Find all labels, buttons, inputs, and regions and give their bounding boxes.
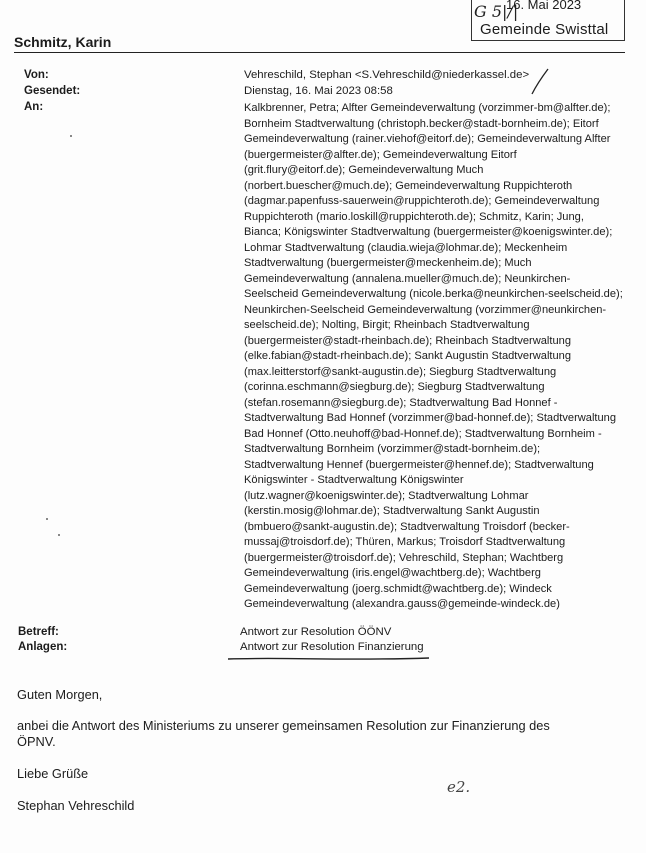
recipient-line: Stadtverwaltung Hennef (buergermeister@hennef.de); Stadtverwaltung	[244, 458, 594, 471]
recipient-line: (bmbuero@sankt-augustin.de); Stadtverwaltung Troisdorf (becker-	[244, 520, 570, 533]
recipient-list	[244, 101, 636, 613]
recipient-line: Ruppichteroth (mario.loskill@ruppichteroth.de); Schmitz, Karin; Jung,	[244, 210, 584, 223]
body-line-1: anbei die Antwort des Ministeriums zu unserer gemeinsamen Resolution zur Finanzierung des	[17, 718, 550, 733]
recipient-line: (buergermeister@alfter.de); Gemeindeverwaltung Eitorf	[244, 148, 517, 161]
handwritten-annotation: e2.	[447, 778, 471, 796]
recipient-line: Bornheim Stadtverwaltung (christoph.becker@stadt-bornheim.de); Eitorf	[244, 117, 599, 130]
handwritten-tick-mark	[530, 68, 550, 96]
received-stamp	[471, 0, 625, 41]
recipient-line: (lutz.wagner@koenigswinter.de); Stadtverwaltung Lohmar	[244, 489, 529, 502]
closing: Liebe Grüße	[17, 766, 89, 781]
recipient-line: Neunkirchen-Seelscheid Gemeindeverwaltung (vorzimmer@neunkirchen-	[244, 303, 607, 316]
mailbox-owner: Schmitz, Karin	[14, 34, 112, 50]
recipient-line: Gemeindeverwaltung (iris.engel@wachtberg.de); Wachtberg	[244, 567, 541, 579]
recipient-line: Gemeindeverwaltung (alexandra.gauss@gemeinde-windeck.de)	[244, 598, 560, 610]
subject-label: Betreff:	[18, 626, 59, 638]
from-value: Vehreschild, Stephan <S.Vehreschild@niederkassel.de>	[244, 69, 530, 81]
recipient-line: (kerstin.mosig@lohmar.de); Stadtverwaltung Sankt Augustin	[244, 505, 540, 517]
recipient-line: (norbert.buescher@much.de); Gemeindeverwaltung Ruppichteroth	[244, 179, 573, 192]
to-label: An:	[24, 101, 44, 113]
recipient-line: Gemeindeverwaltung (joerg.schmidt@wachtberg.de); Windeck	[244, 582, 552, 595]
scan-speck	[46, 518, 48, 520]
handwritten-underline	[226, 656, 431, 662]
attachment-link[interactable]: Antwort zur Resolution Finanzierung	[240, 641, 424, 653]
recipient-line: (corinna.eschmann@siegburg.de); Siegburg Stadtverwaltung	[244, 381, 545, 393]
recipient-line: (buergermeister@troisdorf.de); Vehreschild, Stephan; Wachtberg	[244, 551, 564, 564]
recipient-line: seelscheid.de); Nolting, Birgit; Rheinbach Stadtverwaltung	[244, 319, 530, 331]
signature: Stephan Vehreschild	[17, 798, 135, 813]
sent-label: Gesendet:	[24, 85, 81, 97]
recipient-line: Gemeindeverwaltung (rainer.viehof@eitorf.de); Gemeindeverwaltung Alfter	[244, 133, 611, 145]
stamp-date: 16. Mai 2023	[506, 0, 582, 12]
sent-value: Dienstag, 16. Mai 2023 08:58	[244, 85, 393, 97]
recipient-line: Stadtverwaltung (buergermeister@meckenheim.de); Much	[244, 257, 532, 269]
recipient-line: (elke.fabian@stadt-rheinbach.de); Sankt Augustin Stadtverwaltung	[244, 350, 572, 362]
recipient-line: Kalkbrenner, Petra; Alfter Gemeindeverwaltung (vorzimmer-bm@alfter.de);	[244, 102, 611, 114]
recipient-line: (grit.flury@eitorf.de); Gemeindeverwaltung Much	[244, 164, 484, 176]
scan-speck	[58, 534, 60, 536]
recipient-line: Bianca; Königswinter Stadtverwaltung (buergermeister@koenigswinter.de);	[244, 226, 613, 238]
recipient-line: (dagmar.papenfuss-sauerwein@ruppichteroth.de); Gemeindeverwaltung	[244, 195, 600, 207]
stamp-handwritten-mark: G 5|/|	[474, 2, 519, 21]
stamp-office: Gemeinde Swisttal	[480, 21, 609, 38]
recipient-line: Bad Honnef (Otto.neuhoff@bad-Honnef.de); Stadtverwaltung Bornheim -	[244, 427, 602, 440]
recipient-line: mussaj@troisdorf.de); Thüren, Markus; Troisdorf Stadtverwaltung	[244, 536, 566, 548]
recipient-line: Stadtverwaltung Bornheim (vorzimmer@stadt-bornheim.de);	[244, 443, 541, 455]
scan-speck	[70, 135, 72, 137]
greeting: Guten Morgen,	[17, 687, 103, 702]
recipient-line: Gemeindeverwaltung (annalena.mueller@much.de); Neunkirchen-	[244, 272, 571, 285]
body-line-2: ÖPNV.	[17, 734, 56, 749]
attachments-label: Anlagen:	[18, 641, 68, 653]
subject-value: Antwort zur Resolution ÖÖNV	[240, 626, 392, 638]
recipient-line: Seelscheid Gemeindeverwaltung (nicole.berka@neunkirchen-seelscheid.de);	[244, 288, 623, 300]
recipient-line: Lohmar Stadtverwaltung (claudia.wieja@lohmar.de); Meckenheim	[244, 241, 568, 254]
recipient-line: (stefan.rosemann@siegburg.de); Stadtverwaltung Bad Honnef -	[244, 396, 558, 409]
from-label: Von:	[24, 69, 49, 81]
header-divider	[14, 52, 625, 53]
recipient-line: Königswinter - Stadtverwaltung Königswinter	[244, 474, 464, 486]
recipient-line: Stadtverwaltung Bad Honnef (vorzimmer@bad-honnef.de); Stadtverwaltung	[244, 412, 617, 424]
recipient-line: (buergermeister@stadt-rheinbach.de); Rheinbach Stadtverwaltung	[244, 334, 571, 347]
recipient-line: (max.leitterstorf@sankt-augustin.de); Siegburg Stadtverwaltung	[244, 365, 557, 378]
